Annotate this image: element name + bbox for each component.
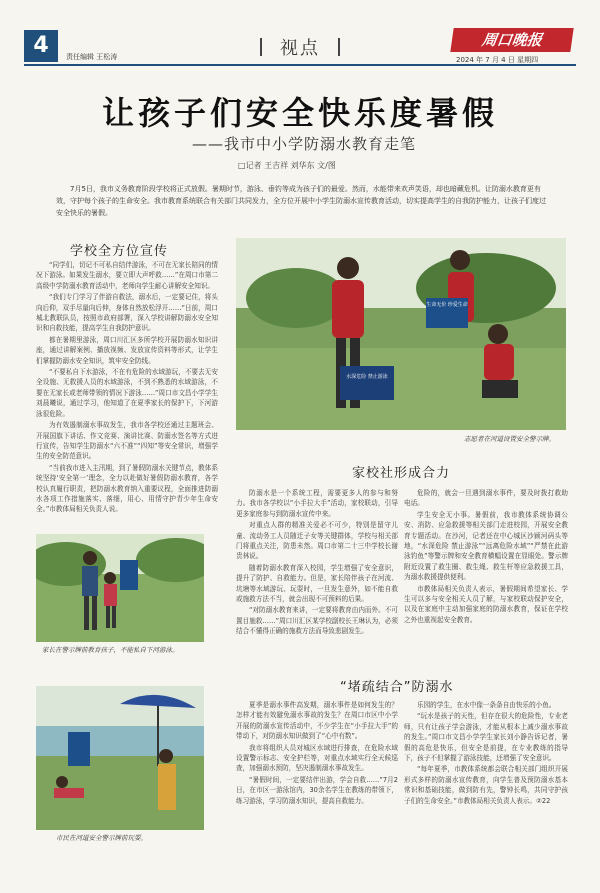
paragraph: “每年夏季，市教体系统都会联合相关部门组织开展形式多样的防溺水宣传教育，向学生普及预防溺水基本常识和基础技能，做到防有先，警钟长鸣，共同守护孩子们的生命安全。”市教体局相关负责人表示。②22: [404, 765, 568, 805]
photo3-illustration: [36, 686, 204, 830]
paragraph: “对防溺水教育来讲，一定要将教育由内而外。不可置目施救……”周口川汇区某学校副校长王琳认为，必须结合不懂得正确的施救方法而导致悲剧发生。: [236, 606, 398, 636]
photo2-illustration: [36, 534, 204, 642]
paragraph: “同学们，切记不可私自结伴游泳，不可在无家长陪同的情况下游泳。如果发生溺水，要立即大声呼救……”在周口市第二高级中学防溺水教育活动中，老师向学生耐心讲解安全知识。: [36, 261, 218, 290]
section2-heading: 家校社形成合力: [352, 466, 451, 481]
paragraph: 乐园的学生，在水中像一条条自由快乐的小鱼。: [417, 701, 556, 709]
article-byline: □记者 王吉祥 刘华东 文/图: [238, 161, 336, 170]
paragraph: 随着防溺水教育深入校园，学生增强了安全意识，提升了防护、自救能力。但是，家长陪伴孩子在河流、坑塘等水域游玩、玩耍时，一旦发生意外，如不能自救或施救方法不当，就会出现不可预料的后果。: [236, 563, 398, 604]
section3-body-col1: [236, 700, 398, 878]
photo1-caption: 志愿者在河道设置安全警示牌。: [464, 435, 555, 443]
section3-heading: “堵疏结合”防溺水: [340, 680, 454, 695]
section-divider-right: [338, 38, 340, 56]
article-title: 让孩子们安全快乐度暑假: [101, 94, 498, 132]
paragraph: 危险的，就会一旦遇到溺水事件，要及时拨打救助电话。: [404, 489, 568, 508]
page-number: 4: [24, 30, 58, 62]
paragraph: “我们专门学习了伴游自救法，溺水后，一定要记住，将头向后仰，双手尽量向后伸，身体自然放松浮开……”日前，周口城北教联队员，按照市政府部署，深入学校讲解防溺水安全知识和自救技能，提高学生自我防护意识。: [36, 293, 218, 333]
paragraph: 学生安全无小事。暑假前，我市教体系统协调公安、消防、应急救援等相关部门走进校园，开展安全教育专题活动。在沙河，记者还在中心城区沙颍河码头等地，“水深危险 禁止游泳”“远离危险水域”“严禁在此游泳钓鱼”等警示牌和安全教育横幅设置在显眼处。警示牌附近设置了救生圈、救生绳、救生杆等应急救援工具，为溺水救援提供便利。: [404, 510, 568, 582]
sign-text-upper: 生命无价 珍爱生命: [426, 302, 468, 308]
photo1-illustration: [236, 238, 566, 430]
paragraph: 对重点人群的精准关爱必不可少，特别是留守儿童、流动务工人员随迁子女等关键群体，学校与相关部门将重点关注，防患未然。周口市第二十三中学校长谢贵林说。: [236, 521, 398, 561]
photo3-caption: 市民在河道安全警示牌前玩耍。: [56, 834, 147, 842]
photo-volunteers-sign: [236, 238, 566, 430]
paragraph: 夏季是溺水事件高发期，溺水事件是如何发生的？怎样才能有效避免溺水事故的发生？在周口市区中小学开展的防溺水宣传活动中，不少学生在“小手拉大手”的带动下，对防溺水知识做到了“心中有数”。: [236, 701, 398, 741]
sign-text-lower: 水深危险 禁止游泳: [346, 374, 388, 380]
issue-date: 2024 年 7 月 4 日 星期四: [456, 56, 539, 64]
section2-body-col2: [404, 488, 568, 670]
editor-credit: 责任编辑 王松涛: [66, 53, 118, 61]
paragraph: 我市将组织人员对城区水域进行排查，在危险水域设置警示标志、安全护栏等，对重点水域实行全天候巡查，加强溺水预防，坚决遏制溺水事故发生。: [236, 743, 398, 773]
paragraph: “不要私自下水游泳，不在有危险的水域游玩，不要去无安全设施、无救援人员的水域游泳，不到不熟悉的水域游泳，不要在无家长或老师带领的情况下游泳……”周口市文昌小学学生刘晨曦说，通过学习，他知道了在夏季家长的保护下，下河游泳很危险。: [36, 368, 218, 418]
masthead-logo: 周口晚报: [450, 28, 573, 52]
paragraph: “玩水是孩子的天性，但存在很大的危险性，专业老师，只有让孩子学会游泳，才能从根本上减少溺水事故的发生。”周口市文昌小学学生家长刘小静告诉记者，暑假的高危是快乐，但安全是前提，在专业教练的指导下，孩子不但掌握了游泳技能，还增强了安全意识。: [404, 712, 568, 763]
header-rule: [24, 64, 576, 66]
section1-body: [36, 260, 218, 522]
photo-parent-child: [36, 534, 204, 642]
section3-body-col2: [404, 700, 568, 878]
paragraph: “当前我市进入主汛期，到了暑假防溺水关键节点，教体系统坚持‘安全第一’理念，全力以赴做好暑假防溺水教育，各学校认真履行职责，把防溺水教育纳入重要议程，全面推进防溺水各项工作措施落实、落细，用心、用情守护青少年生命安全。”市教体局相关负责人说。: [36, 463, 218, 514]
paragraph: 防溺水是一个系统工程，需要更多人的参与和努力。我市各学校以“小手拉大手”活动，家校联动，引导更多家庭参与到防溺水宣传中来。: [236, 489, 398, 518]
paragraph: 为有效遏制溺水事故发生，我市各学校还通过主题班会、开展国旗下讲话、作文竞赛、演讲比赛、防溺水签名等方式进行宣传，告知学生防溺水“六不准”“四知”等安全常识，增强学生的安全防范意识。: [36, 421, 218, 461]
article-lead: 7月5日，我市义务教育阶段学校将正式放假。暑期时节，游泳、垂钓等成为孩子们的最爱。然而，水能带来欢声笑语，却也暗藏危机。让防溺水教育更有效，守护每个孩子的生命安全。我市教育系统联合有关部门共同发力，全方位开展中小学生防溺水宣传教育活动，切实提高学生的自我防护能力，让孩子们度过安全快乐的暑假。: [56, 185, 546, 217]
paragraph: 市教体局相关负责人表示，暑假期间希望家长、学生可以多与安全相关人员了解，与家校联动保护安全，以及在家庭中主动加强家庭的防溺水教育，保证在学校之外也重视起安全教育。: [404, 584, 568, 624]
photo-citizens-play: [36, 686, 204, 830]
paragraph: 都在暑期里游泳，周口川汇区多所学校开展防溺水知识讲座，通过讲解案例、播放视频、发放宣传资料等形式，让学生们掌握防溺水安全知识，筑牢安全防线。: [36, 335, 218, 365]
section1-heading: 学校全方位宣传: [70, 244, 169, 259]
section2-body-col1: [236, 488, 398, 670]
article-subtitle: ——我市中小学防溺水教育走笔: [192, 135, 417, 153]
section-title: 视点: [280, 38, 320, 59]
photo2-caption: 家长在警示牌前教育孩子，不能私自下河游泳。: [42, 646, 179, 654]
section-divider-left: [260, 38, 262, 56]
paragraph: “暑假时间，一定要结伴出游，学会自救……”7月2日，在市区一游泳馆内，30余名学生在教练的带领下，练习游泳，学习防溺水知识，提高自救能力。: [236, 775, 398, 805]
